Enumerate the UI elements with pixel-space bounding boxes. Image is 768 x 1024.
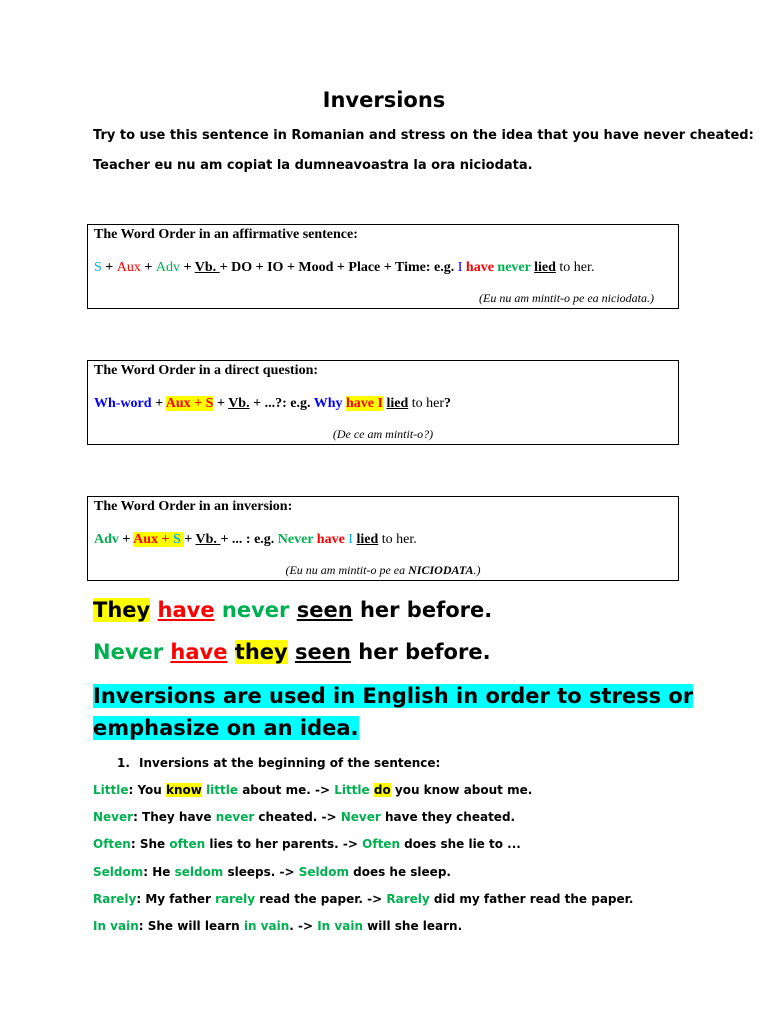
example-verb: lied bbox=[356, 532, 379, 547]
example-aux: have bbox=[465, 260, 494, 275]
example-line-little: Little: You know little about me. -> Little do you know about me. bbox=[93, 783, 533, 797]
inversion-heading: The Word Order in an inversion: bbox=[94, 499, 293, 514]
question-order-box bbox=[87, 360, 679, 445]
example-line-rarely: Rarely: My father rarely read the paper. -> Rarely did my father read the paper. bbox=[93, 892, 634, 906]
affirmative-heading: The Word Order in an affirmative sentence: bbox=[94, 227, 358, 242]
question-translation: (De ce am mintit-o?) bbox=[332, 427, 434, 441]
example-adv: Never bbox=[277, 532, 314, 547]
formula-verb: Vb. bbox=[228, 396, 250, 411]
example-wh-word: Why bbox=[313, 396, 343, 411]
formula-aux-subject: Aux + S bbox=[165, 396, 214, 411]
example-line-seldom: Seldom: He seldom sleeps. -> Seldom does he sleep. bbox=[93, 865, 451, 879]
inversion-order-box bbox=[87, 496, 679, 581]
question-heading: The Word Order in a direct question: bbox=[94, 363, 319, 378]
page-title: Inversions bbox=[322, 88, 446, 112]
formula-verb: Vb. bbox=[194, 260, 220, 275]
example-adv: never bbox=[497, 260, 531, 275]
highlighted-statement: Inversions are used in English in order to stress or emphasize on an idea. bbox=[93, 684, 694, 740]
example-line-never: Never: They have never cheated. -> Never have they cheated. bbox=[93, 810, 516, 824]
example-line-often: Often: She often lies to her parents. -> Often does she lie to ... bbox=[93, 837, 521, 851]
intro-instruction: Try to use this sentence in Romanian and stress on the idea that you have never cheated: bbox=[93, 128, 754, 143]
formula-aux-subject: Aux + S bbox=[133, 532, 185, 547]
example-sentence-normal: They have never seen her before. bbox=[93, 598, 493, 622]
example-aux-subject: have I bbox=[346, 396, 383, 411]
example-subject: I bbox=[348, 532, 353, 547]
numbered-heading: 1. Inversions at the beginning of the sentence: bbox=[117, 756, 441, 770]
affirmative-formula: S + Aux + Adv + Vb. + DO + IO + Mood + Place + Time: e.g. I have never lied to her. bbox=[94, 260, 595, 275]
formula-subject: S bbox=[94, 260, 102, 275]
example-line-in-vain: In vain: She will learn in vain. -> In vain will she learn. bbox=[93, 919, 463, 933]
example-sentence-inverted: Never have they seen her before. bbox=[93, 640, 491, 664]
formula-aux: Aux bbox=[116, 260, 141, 275]
formula-adv: Adv bbox=[94, 532, 119, 547]
formula-wh-word: Wh-word bbox=[94, 396, 152, 411]
formula-verb: Vb. bbox=[195, 532, 221, 547]
example-aux: have bbox=[316, 532, 345, 547]
inversion-formula: Adv + Aux + S + Vb. + ... : e.g. Never have I lied to her. bbox=[94, 532, 417, 547]
inversion-translation: (Eu nu am mintit-o pe ea NICIODATA.) bbox=[285, 563, 481, 577]
formula-adv: Adv bbox=[155, 260, 181, 275]
intro-sentence: Teacher eu nu am copiat la dumneavoastra la ora niciodata. bbox=[93, 158, 533, 173]
example-subject: I bbox=[457, 260, 463, 275]
affirmative-translation: (Eu nu am mintit-o pe ea niciodata.) bbox=[479, 291, 654, 305]
example-verb: lied bbox=[534, 260, 556, 275]
question-formula: Wh-word + Aux + S + Vb. + ...?: e.g. Why have I lied to her? bbox=[94, 396, 451, 411]
affirmative-order-box bbox=[87, 224, 679, 309]
example-verb: lied bbox=[386, 396, 409, 411]
